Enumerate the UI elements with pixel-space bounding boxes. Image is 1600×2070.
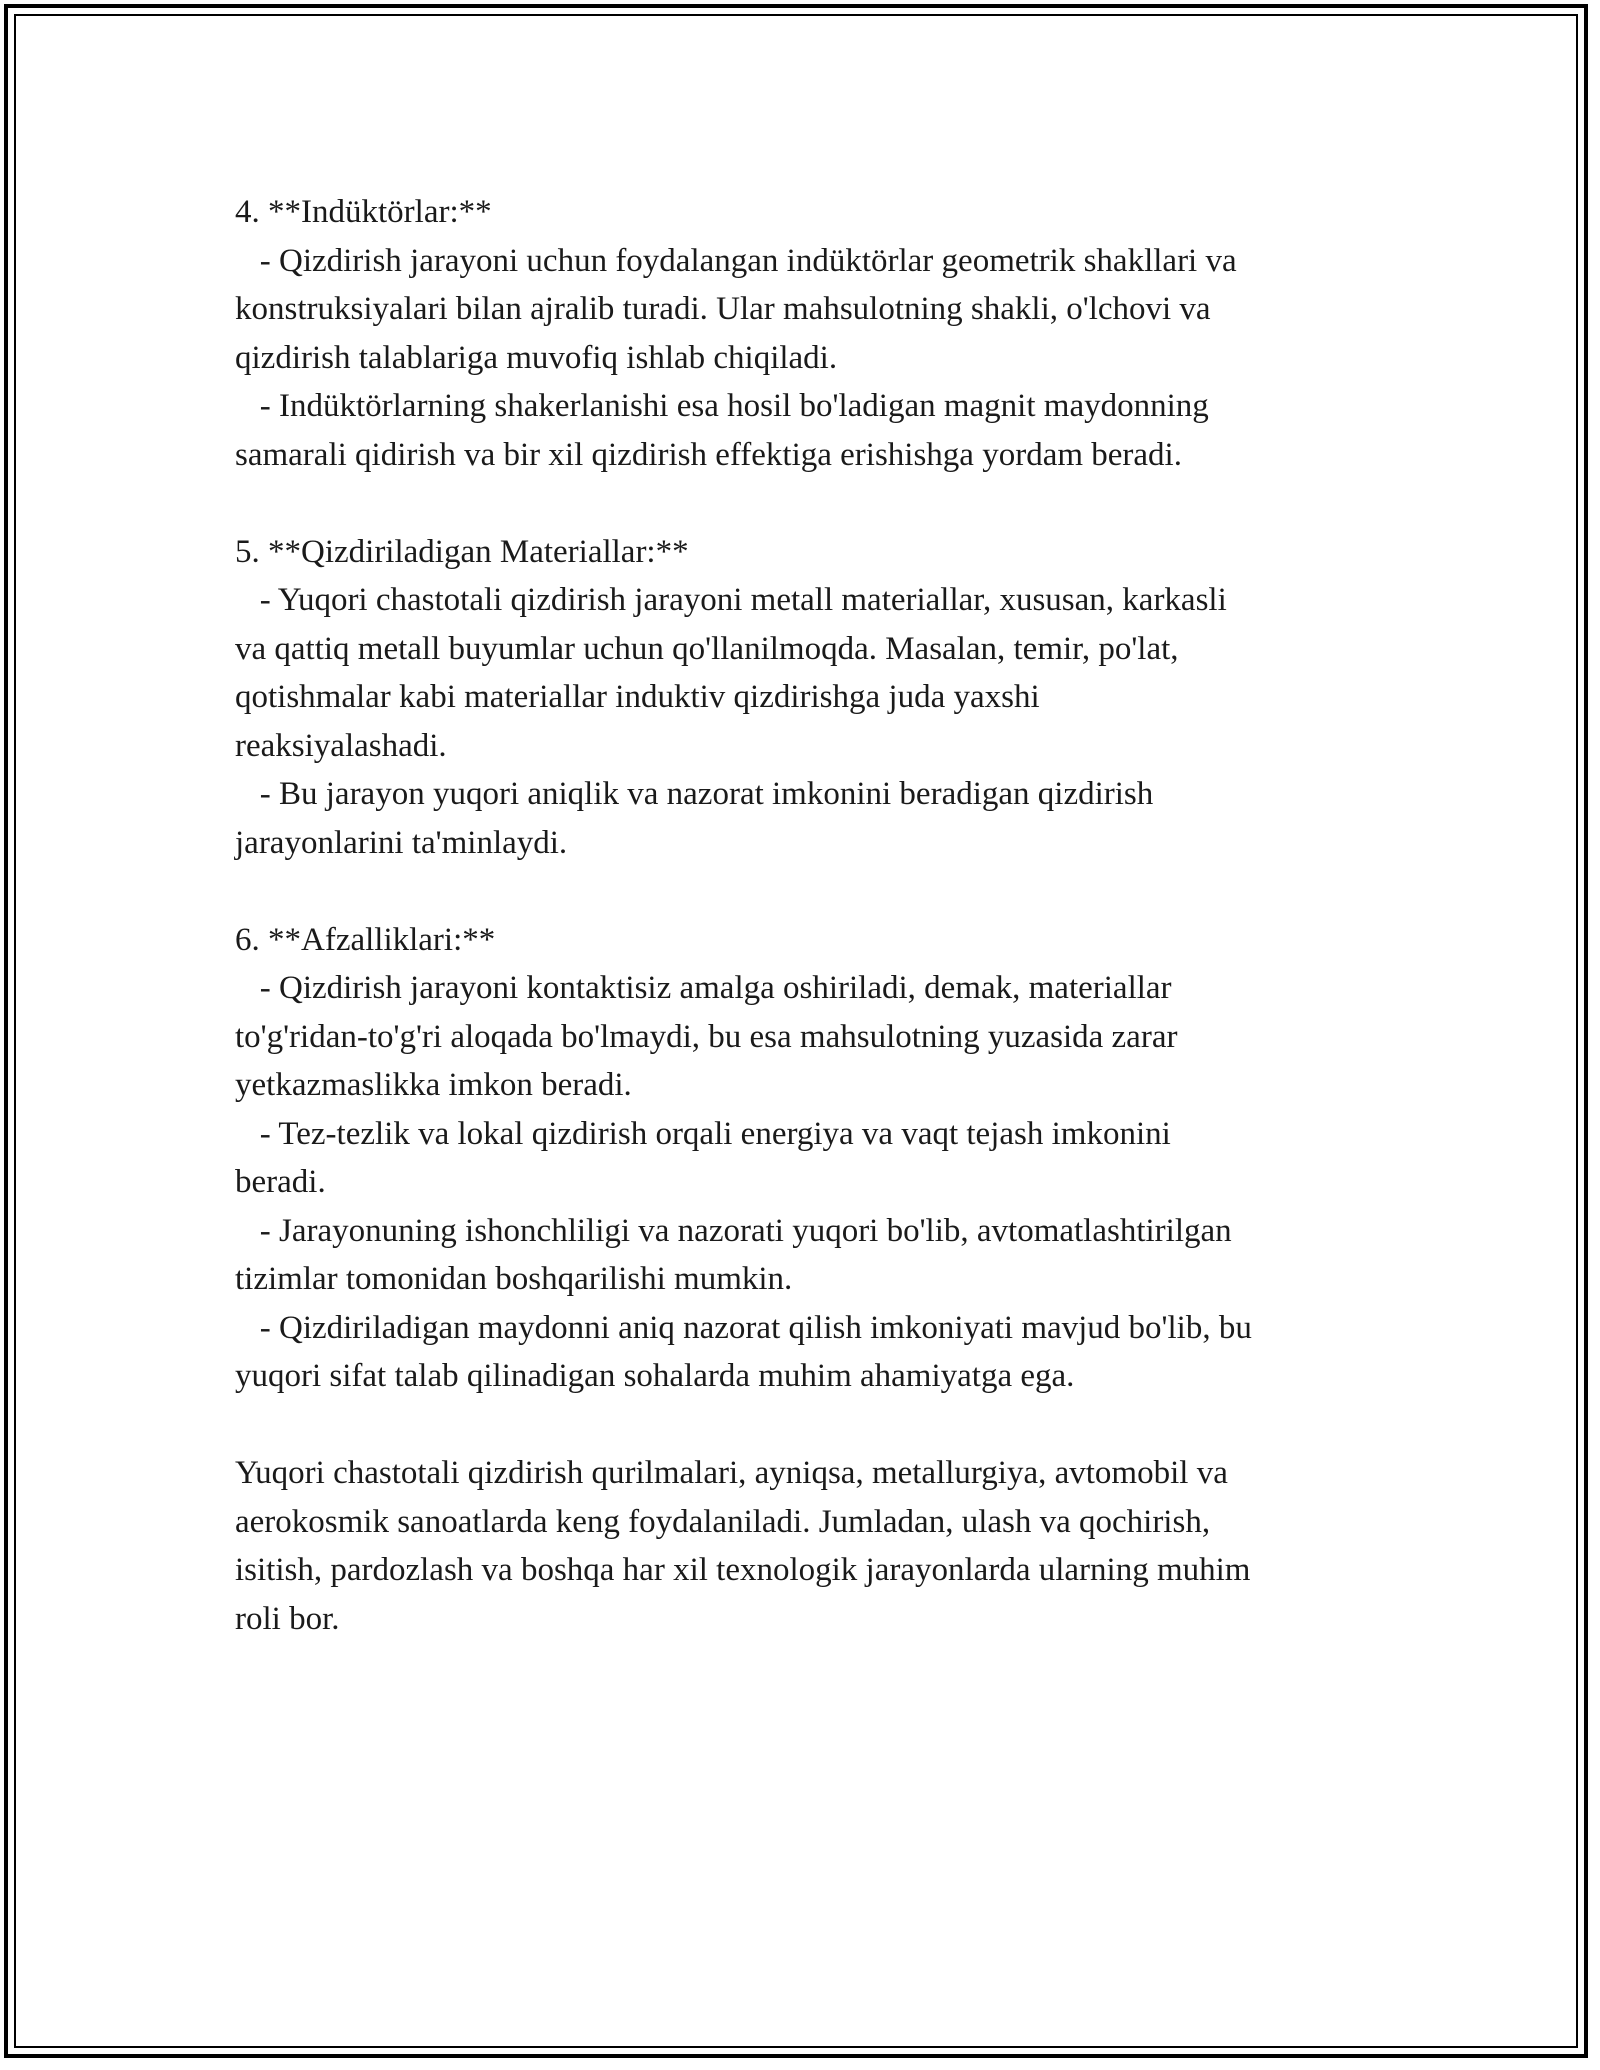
text-line: - Qizdirish jarayoni uchun foydalangan indüktörlar geometrik shakllari va [235, 242, 1237, 279]
text-line: beradi. [235, 1164, 326, 1200]
paragraph-gap [235, 1401, 1415, 1450]
text-line: - Jarayonuning ishonchliligi va nazorati yuqori bo'lib, avtomatlashtirilgan [235, 1212, 1232, 1249]
text-line: - Bu jarayon yuqori aniqlik va nazorat imkonini beradigan qizdirish [235, 776, 1154, 812]
text-line: aerokosmik sanoatlarda keng foydalaniladi. Jumladan, ulash va qochirish, [235, 1503, 1211, 1540]
paragraph-gap [235, 479, 1415, 528]
section-heading: 6. **Afzalliklari:** [235, 921, 496, 958]
text-line: va qattiq metall buyumlar uchun qo'llanilmoqda. Masalan, temir, po'lat, [235, 630, 1179, 667]
text-line: yuqori sifat talab qilinadigan sohalarda muhim ahamiyatga ega. [235, 1358, 1075, 1394]
section-afzalliklari [235, 916, 1415, 1401]
text-line: Yuqori chastotali qizdirish qurilmalari, ayniqsa, metallurgiya, avtomobil va [235, 1455, 1228, 1491]
section-induktorlar [235, 188, 1415, 479]
text-line: tizimlar tomonidan boshqarilishi mumkin. [235, 1261, 793, 1297]
closing-paragraph [235, 1449, 1415, 1643]
text-line: samarali qidirish va bir xil qizdirish effektiga erishishga yordam beradi. [235, 436, 1182, 473]
text-line: konstruksiyalari bilan ajralib turadi. Ular mahsulotning shakli, o'lchovi va [235, 291, 1211, 327]
document-body [235, 188, 1415, 1643]
text-line: qizdirish talablariga muvofiq ishlab chiqiladi. [235, 339, 838, 376]
text-line: - Qizdiriladigan maydonni aniq nazorat qilish imkoniyati mavjud bo'lib, bu [235, 1309, 1252, 1346]
paragraph-gap [235, 867, 1415, 916]
text-line: reaksiyalashadi. [235, 727, 447, 764]
text-line: yetkazmaslikka imkon beradi. [235, 1067, 632, 1103]
text-line: to'g'ridan-to'g'ri aloqada bo'lmaydi, bu esa mahsulotning yuzasida zarar [235, 1018, 1178, 1055]
text-line: jarayonlarini ta'minlaydi. [235, 824, 568, 861]
text-line: isitish, pardozlash va boshqa har xil texnologik jarayonlarda ularning muhim [235, 1552, 1251, 1588]
section-heading: 4. **Indüktörlar:** [235, 194, 492, 230]
text-line: - Indüktörlarning shakerlanishi esa hosil bo'ladigan magnit maydonning [235, 388, 1209, 424]
text-line: - Tez-tezlik va lokal qizdirish orqali energiya va vaqt tejash imkonini [235, 1115, 1171, 1152]
section-heading: 5. **Qizdiriladigan Materiallar:** [235, 533, 689, 570]
text-line: - Qizdirish jarayoni kontaktisiz amalga oshiriladi, demak, materiallar [235, 970, 1172, 1006]
text-line: roli bor. [235, 1600, 340, 1637]
text-line: qotishmalar kabi materiallar induktiv qizdirishga juda yaxshi [235, 679, 1040, 715]
text-line: - Yuqori chastotali qizdirish jarayoni metall materiallar, xususan, karkasli [235, 582, 1227, 618]
section-qizdiriladigan-materiallar [235, 528, 1415, 868]
